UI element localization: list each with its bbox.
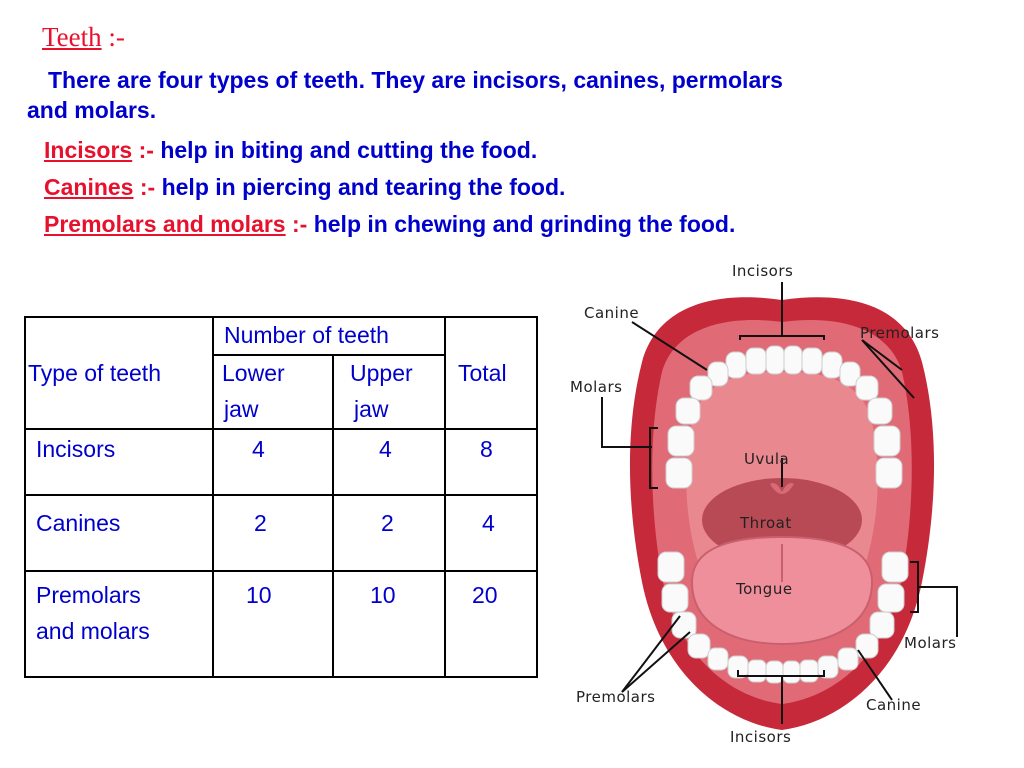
label-canine-left: Canine — [584, 304, 640, 322]
header-total: Total — [458, 360, 507, 386]
page-title — [42, 22, 125, 53]
title-word: Teeth — [42, 22, 102, 52]
table-row — [25, 495, 537, 571]
table-row — [25, 571, 537, 677]
mouth-diagram — [562, 252, 1002, 762]
term-incisors: Incisors — [44, 137, 133, 163]
text-premolars-molars: help in chewing and grinding the food. — [307, 211, 736, 237]
label-premolars-left: Premolars — [576, 688, 656, 706]
header-group-cell — [213, 317, 445, 355]
label-uvula: Uvula — [744, 450, 790, 468]
header-group: Number of teeth — [224, 322, 389, 348]
label-tongue: Tongue — [736, 580, 793, 598]
header-lower-cell — [213, 355, 333, 429]
definition-canines — [44, 174, 565, 201]
row-upper: 4 — [379, 436, 392, 462]
row-lower: 10 — [246, 582, 272, 608]
header-lower-1: Lower — [222, 360, 285, 386]
row-name: Incisors — [36, 436, 116, 462]
label-molars-right: Molars — [904, 634, 957, 652]
row-total: 8 — [480, 436, 493, 462]
header-lower-2: jaw — [224, 396, 259, 422]
label-canine-right: Canine — [866, 696, 922, 714]
sep-canines: :- — [133, 174, 156, 200]
definition-premolars-molars — [44, 211, 735, 238]
text-incisors: help in biting and cutting the food. — [153, 137, 538, 163]
row-total: 4 — [482, 510, 495, 536]
row-name-2: and molars — [36, 618, 150, 644]
label-premolars-right: Premolars — [860, 324, 940, 342]
table-row — [25, 429, 537, 495]
label-throat: Throat — [740, 514, 792, 532]
sep-incisors: :- — [132, 137, 154, 163]
header-type: Type of teeth — [28, 360, 161, 386]
header-upper-1: Upper — [350, 360, 413, 386]
header-upper-2: jaw — [354, 396, 389, 422]
term-premolars-molars: Premolars and molars — [44, 211, 286, 237]
row-name: Premolars — [36, 582, 141, 608]
row-lower: 4 — [252, 436, 265, 462]
header-type-cell — [25, 317, 213, 429]
row-lower: 2 — [254, 510, 267, 536]
row-total: 20 — [472, 582, 498, 608]
header-upper-cell — [333, 355, 445, 429]
title-suffix: :- — [101, 22, 125, 52]
text-canines: help in piercing and tearing the food. — [155, 174, 566, 200]
intro-line-1: There are four types of teeth. They are incisors, canines, permolars — [48, 67, 783, 93]
definition-incisors — [44, 137, 537, 164]
label-incisors-bottom: Incisors — [730, 728, 792, 746]
teeth-table — [24, 316, 538, 678]
sep-premolars-molars: :- — [285, 211, 308, 237]
term-canines: Canines — [44, 174, 134, 200]
row-upper: 10 — [370, 582, 396, 608]
header-total-cell — [445, 317, 537, 429]
intro-line-2: and molars. — [27, 97, 157, 123]
row-upper: 2 — [381, 510, 394, 536]
label-incisors-top: Incisors — [732, 262, 794, 280]
label-molars-left: Molars — [570, 378, 623, 396]
row-name: Canines — [36, 510, 121, 536]
